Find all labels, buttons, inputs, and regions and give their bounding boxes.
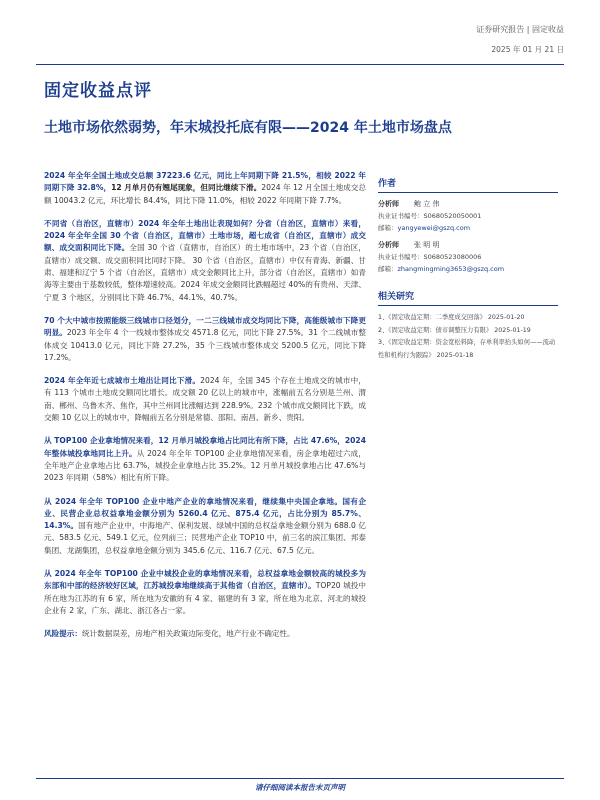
authors-heading: 作者 xyxy=(378,176,558,193)
author-name: 张 明 明 xyxy=(414,241,440,249)
related-research-list xyxy=(378,312,558,362)
page-title: 土地市场依然弱势，年末城投托底有限——2024 年土地市场盘点 xyxy=(44,120,452,136)
paragraph: 从 2024 年全年 TOP100 企业中地产企业的拿地情况来看，继续集中央国企拿地。国有企业、民营企业总权益拿地金额分别为 5260.4 亿元、875.4 亿元，占比分别为 85.7%、14.3%。国有地产企业中，中海地产、保利发展、绿城中国的总权益拿地金额分别为 688.0 亿元、583.5 亿元、549.1 亿元，位列前三；民营地产企业 TOP10 中，前三名的滨江集团、邦泰集团、龙湖集团，总权益拿地金额分别为 345.6 亿元、116.7 亿元、67.5 亿元。 xyxy=(44,496,366,555)
paragraph: 70 个大中城市按照能级三线城市口径划分，一二三线城市成交均同比下降，高能级城市下降更明显。2023 年全年 4 个一线城市整体成交 4571.8 亿元，同比下降 27.5%。31 个二线城市整体成交 10413.0 亿元，同比下降 27.2%，35 个三线城市整体成交 5200.5 亿元，同比下降 17.2%。 xyxy=(44,315,366,362)
related-research-item[interactable]: 3、《固定收益定期：资金宽松料降，存单利率抬头如何——流动性和机构行为跟踪》 2025-01-18 xyxy=(378,339,556,359)
main-content xyxy=(44,170,366,641)
risk-warning: 风险提示：统计数据误差，房地产相关政策边际变化，地产行业不确定性。 xyxy=(44,629,295,639)
paragraph: 不同省（自治区，直辖市）2024 年全年土地出让表现如何？分省（自治区，直辖市）来看，2024 年全年全国 30 个省（自治区，直辖市）土地市场，超七成省（自治区，直辖市）成交额、成交面积同比下降。全国 30 个省（直辖市，自治区）的土地市场中，23 个省（自治区，直辖市）成交额、成交面积同比同时下降。 30 个省（自治区，直辖市）中仅有青海、新疆、甘肃、福建和辽宁 5 个省（自治区，直辖市）成交金额同比上升，部分省（自治区，直辖市）如青海等主要由于基数较低，整体增速较高。2024 年成交金额同比跌幅超过 40%的有贵州、天津、宁夏 3 个地区，分别同比下降 46.7%、44.1%、40.7%。 xyxy=(44,218,366,302)
license-number: S0680520050001 xyxy=(423,212,482,220)
report-header xyxy=(476,24,564,55)
related-research-item[interactable]: 1、《固定收益定期：二季度成交回落》 2025-01-20 xyxy=(378,314,525,321)
paragraph: 从 TOP100 企业拿地情况来看，12 月单月城投拿地占比同比有所下降，占比 47.6%，2024 年整体城投拿地同比上升。从 2024 年全年 TOP100 企业拿地情况来看，房企拿地超过六成，全年地产企业拿地占比 63.7%，城投企业拿地占比 35.2%。12 月单月城投拿地占比 47.6%与 2023 年同期（58%）相比有所下降。 xyxy=(44,436,367,483)
report-type: 固定收益点评 xyxy=(44,81,152,101)
report-category: 证券研究报告 | 固定收益 xyxy=(476,25,564,34)
author-email-link[interactable]: zhangmingming3653@gszq.com xyxy=(397,265,505,273)
author-email-link[interactable]: yangyewei@gszq.com xyxy=(397,224,471,232)
paragraph: 2024 年全年近七成城市土地出让同比下滑。2024 年，全国 345 个存在土地成交的城市中，有 113 个城市土地成交额同比增长。成交额 20 亿以上的城市中，涨幅前五名分别是兰州、渭南、郴州、乌鲁木齐、焦作，其中兰州同比涨幅达到 228.9%。232 个城市成交额同比下跌，成交额 10 亿以上的城市中，降幅前五名分别是常德、邵阳、南昌、新乡、贵阳。 xyxy=(44,376,366,423)
related-research-item[interactable]: 2、《固定收益定期：债市调整压力有限》 2025-01-19 xyxy=(378,326,531,334)
related-research-heading: 相关研究 xyxy=(378,289,558,306)
author-card: 分析师 张 明 明 执业证书编号：S0680523080006 邮箱：zhangmingming3653@gszq.com xyxy=(378,241,505,273)
paragraph: 从 2024 年全年 TOP100 企业中城投企业的拿地情况来看，总权益拿地金额较高的城投多为东部和中部的经济较好区域，江苏城投拿地继续高于其他省（自治区，直辖市）。TOP20 城投中所在地为江苏的有 6 家，所在地为安徽的有 4 家、福建的有 3 家，所在地为北京、河北的城投企业有 2 家，广东、湖北、浙江各占一家。 xyxy=(44,569,366,615)
footer-disclaimer: 请仔细阅读本报告末页声明 xyxy=(255,783,345,792)
author-name: 鲍 立 伟 xyxy=(414,200,440,208)
sidebar xyxy=(378,176,558,362)
footer-divider xyxy=(36,778,564,779)
header-divider xyxy=(36,64,564,65)
report-date: 2025 年 01 月 21 日 xyxy=(491,45,564,54)
author-card: 分析师 鲍 立 伟 执业证书编号：S0680520050001 邮箱：yangyewei@gszq.com xyxy=(378,200,482,232)
license-number: S0680523080006 xyxy=(423,253,482,261)
paragraph: 2024 年全年全国土地成交总额 37223.6 亿元，同比上年同期下降 21.5%，相较 2022 年同期下降 32.8%，12 月单月仍有翘尾现象，但同比继续下滑。2024 年 12 月全国土地成交总额 10043.2 亿元，环比增长 84.4%，同比下降 11.0%，相较 2022 年同期下降 7.7%。 xyxy=(44,171,366,205)
